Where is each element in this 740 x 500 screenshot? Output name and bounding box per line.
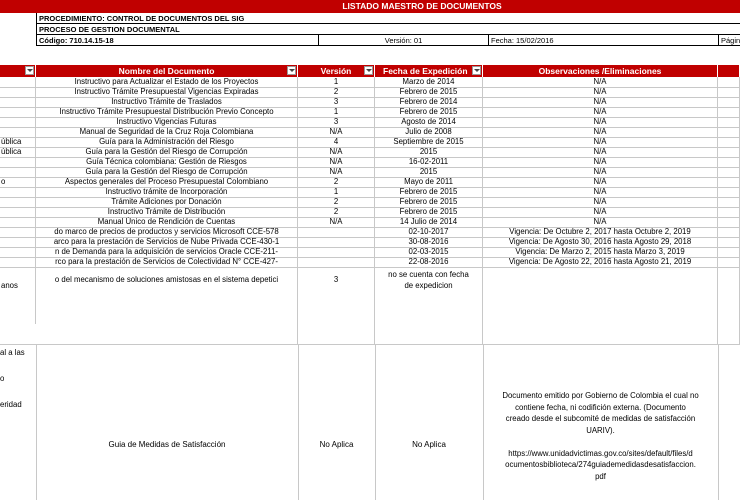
cell-right[interactable] bbox=[718, 257, 740, 267]
cell-nombre[interactable]: rco para la prestación de Servicios de Colectividad N° CCE-427- bbox=[36, 257, 298, 267]
cell-observaciones[interactable]: Vigencia: De Agosto 22, 2016 hasta Agosto 21, 2019 bbox=[483, 257, 718, 267]
cell-observaciones[interactable]: N/A bbox=[483, 147, 718, 157]
cell-version[interactable]: 1 bbox=[298, 107, 375, 117]
cell-nombre-large[interactable]: Guia de Medidas de Satisfacción bbox=[108, 440, 226, 449]
header-right-column[interactable] bbox=[718, 65, 740, 77]
cell-nombre[interactable]: Manual Único de Rendición de Cuentas bbox=[36, 217, 298, 227]
cell-right[interactable] bbox=[718, 247, 740, 257]
cell-nombre[interactable]: Guía para la Administración del Riesgo bbox=[36, 137, 298, 147]
cell-version[interactable]: 1 bbox=[298, 77, 375, 87]
cell-right[interactable] bbox=[718, 207, 740, 217]
cell-observaciones[interactable]: N/A bbox=[483, 107, 718, 117]
cell-version[interactable]: 3 bbox=[298, 97, 375, 107]
cell-observaciones[interactable]: Vigencia: De Octubre 2, 2017 hasta Octubre 2, 2019 bbox=[483, 227, 718, 237]
cell-right[interactable] bbox=[718, 77, 740, 87]
obs-line bbox=[484, 436, 717, 448]
fecha-line: no se cuenta con fecha bbox=[388, 270, 469, 279]
cell-fecha[interactable]: Julio de 2008 bbox=[375, 127, 483, 137]
obs-line: Documento emitido por Gobierno de Colombia el cual no bbox=[502, 391, 699, 400]
cell-nombre[interactable]: Instructivo Vigencias Futuras bbox=[36, 117, 298, 127]
cell-nombre[interactable]: arco para la prestación de Servicios de Nube Privada CCE-430-1 bbox=[36, 237, 298, 247]
cell-right[interactable] bbox=[718, 137, 740, 147]
cell-fecha[interactable]: Marzo de 2014 bbox=[375, 77, 483, 87]
cell-left[interactable] bbox=[0, 127, 36, 137]
table-row[interactable] bbox=[0, 267, 740, 345]
left-line: o bbox=[0, 374, 5, 383]
sheet-title: LISTADO MAESTRO DE DOCUMENTOS bbox=[342, 1, 502, 11]
cell-observaciones[interactable]: N/A bbox=[483, 207, 718, 217]
cell-right[interactable] bbox=[718, 87, 740, 97]
obs-link-line[interactable]: pdf bbox=[595, 471, 606, 481]
version-label: Versión: 01 bbox=[384, 36, 423, 45]
cell-version[interactable] bbox=[298, 257, 375, 267]
cell-version[interactable]: N/A bbox=[298, 157, 375, 167]
cell-nombre[interactable]: Guía para la Gestión del Riesgo de Corrupción bbox=[36, 167, 298, 177]
cell-left[interactable]: ública bbox=[0, 137, 36, 147]
cell-left[interactable] bbox=[0, 97, 36, 107]
header-nombre[interactable] bbox=[36, 65, 298, 77]
cell-observaciones[interactable] bbox=[483, 267, 718, 344]
cell-fecha[interactable]: Febrero de 2015 bbox=[375, 187, 483, 197]
pagina-cell[interactable] bbox=[718, 35, 740, 46]
cell-version[interactable] bbox=[298, 247, 375, 257]
cell-fecha[interactable]: Febrero de 2014 bbox=[375, 97, 483, 107]
cell-left[interactable]: ública bbox=[0, 147, 36, 157]
cell-right[interactable] bbox=[718, 237, 740, 247]
left-line bbox=[0, 385, 36, 398]
proceso-row[interactable] bbox=[36, 24, 740, 35]
cell-version[interactable]: N/A bbox=[298, 127, 375, 137]
cell-version[interactable] bbox=[298, 237, 375, 247]
cell-left[interactable]: anos bbox=[0, 247, 36, 324]
cell-left[interactable] bbox=[0, 167, 36, 177]
header-observaciones[interactable] bbox=[483, 65, 718, 77]
left-line: eridad bbox=[0, 400, 22, 409]
header-fecha[interactable] bbox=[375, 65, 483, 77]
cell-nombre[interactable]: Instructivo para Actualizar el Estado de los Proyectos bbox=[36, 77, 298, 87]
cell-left[interactable] bbox=[0, 227, 36, 237]
cell-version[interactable]: N/A bbox=[298, 217, 375, 227]
cell-left[interactable] bbox=[0, 87, 36, 97]
cell-observaciones[interactable]: N/A bbox=[483, 97, 718, 107]
cell-observaciones[interactable]: N/A bbox=[483, 117, 718, 127]
cell-right[interactable] bbox=[718, 107, 740, 117]
cell-nombre[interactable]: Manual de Seguridad de la Cruz Roja Colombiana bbox=[36, 127, 298, 137]
cell-right[interactable] bbox=[718, 117, 740, 127]
header-nombre-label: Nombre del Documento bbox=[118, 66, 215, 76]
cell-version[interactable]: 2 bbox=[298, 197, 375, 207]
cell-fecha[interactable]: Febrero de 2015 bbox=[375, 107, 483, 117]
cell-fecha[interactable]: 02-03-2015 bbox=[375, 247, 483, 257]
filter-dropdown-icon[interactable] bbox=[364, 66, 373, 75]
obs-line: UARIV). bbox=[586, 425, 615, 435]
cell-fecha[interactable]: 2015 bbox=[375, 147, 483, 157]
pagina-label: Págin bbox=[721, 36, 740, 45]
cell-observaciones[interactable]: N/A bbox=[483, 137, 718, 147]
cell-nombre[interactable]: Instructivo trámite de Incorporación bbox=[36, 187, 298, 197]
cell-fecha[interactable]: 02-10-2017 bbox=[375, 227, 483, 237]
cell-left-multiline[interactable] bbox=[0, 344, 36, 500]
cell-nombre[interactable]: Instructivo Trámite de Traslados bbox=[36, 97, 298, 107]
cell-fecha[interactable]: 30-08-2016 bbox=[375, 237, 483, 247]
cell-observaciones[interactable]: Vigencia: De Marzo 2, 2015 hasta Marzo 3, 2019 bbox=[483, 247, 718, 257]
cell-left[interactable] bbox=[0, 107, 36, 117]
cell-left[interactable]: o bbox=[0, 177, 36, 187]
cell-fecha[interactable] bbox=[375, 267, 483, 344]
cell-fecha[interactable]: Mayo de 2011 bbox=[375, 177, 483, 187]
cell-fecha[interactable]: 22-08-2016 bbox=[375, 257, 483, 267]
cell-right[interactable] bbox=[718, 217, 740, 227]
cell-right[interactable] bbox=[718, 167, 740, 177]
filter-dropdown-icon[interactable] bbox=[472, 66, 481, 75]
obs-link-line[interactable]: https://www.unidadvictimas.gov.co/sites/default/files/d bbox=[508, 448, 693, 458]
cell-right[interactable] bbox=[718, 187, 740, 197]
cell-nombre[interactable]: Trámite Adiciones por Donación bbox=[36, 197, 298, 207]
cell-version-large[interactable]: No Aplica bbox=[319, 440, 354, 449]
header-fecha-label: Fecha de Expedición bbox=[383, 66, 468, 76]
cell-version[interactable]: 4 bbox=[298, 137, 375, 147]
cell-observaciones[interactable]: N/A bbox=[483, 87, 718, 97]
cell-nombre[interactable]: o del mecanismo de soluciones amistosas en el sistema depetici bbox=[36, 267, 298, 344]
cell-version[interactable]: 2 bbox=[298, 87, 375, 97]
cell-observaciones-large[interactable] bbox=[484, 390, 717, 482]
cell-observaciones[interactable]: N/A bbox=[483, 177, 718, 187]
cell-left[interactable] bbox=[0, 187, 36, 197]
cell-right[interactable] bbox=[718, 197, 740, 207]
cell-version[interactable]: N/A bbox=[298, 167, 375, 177]
cell-nombre[interactable]: Instructivo Trámite Presupuestal Vigencias Expiradas bbox=[36, 87, 298, 97]
header-version[interactable] bbox=[298, 65, 375, 77]
procedimiento-label: PROCEDIMIENTO: CONTROL DE DOCUMENTOS DEL SIG bbox=[39, 14, 245, 23]
obs-line: contiene fecha, ni codifición externa. (Documento bbox=[515, 402, 686, 412]
cell-fecha[interactable]: Febrero de 2015 bbox=[375, 87, 483, 97]
header-obs-label: Observaciones /Eliminaciones bbox=[538, 66, 662, 76]
cell-observaciones[interactable]: N/A bbox=[483, 187, 718, 197]
codigo-cell[interactable] bbox=[36, 35, 318, 46]
cell-nombre[interactable]: Instructivo Trámite Presupuestal Distribución Previo Concepto bbox=[36, 107, 298, 117]
cell-observaciones[interactable]: N/A bbox=[483, 197, 718, 207]
cell-right[interactable] bbox=[718, 127, 740, 137]
cell-nombre[interactable]: Guía para la Gestión del Riesgo de Corrupción bbox=[36, 147, 298, 157]
fecha-line: de expedicion bbox=[404, 281, 453, 290]
cell-fecha[interactable]: 16-02-2011 bbox=[375, 157, 483, 167]
cell-fecha[interactable]: Agosto de 2014 bbox=[375, 117, 483, 127]
cell-left[interactable] bbox=[0, 77, 36, 87]
cell-right[interactable] bbox=[718, 177, 740, 187]
cell-right[interactable] bbox=[718, 227, 740, 237]
header-version-label: Versión bbox=[320, 66, 352, 76]
proceso-label: PROCESO DE GESTION DOCUMENTAL bbox=[39, 25, 180, 34]
header-left-column[interactable] bbox=[0, 65, 36, 77]
cell-fecha-large[interactable]: No Aplica bbox=[412, 440, 446, 449]
cell-right[interactable] bbox=[718, 157, 740, 167]
filter-dropdown-icon[interactable] bbox=[287, 66, 296, 75]
cell-observaciones[interactable]: N/A bbox=[483, 127, 718, 137]
sheet-title-banner bbox=[0, 0, 740, 13]
codigo-label: Código: 710.14.15-18 bbox=[39, 36, 114, 45]
cell-version[interactable]: 2 bbox=[298, 177, 375, 187]
cell-left[interactable] bbox=[0, 157, 36, 167]
cell-fecha[interactable]: Febrero de 2015 bbox=[375, 207, 483, 217]
cell-version[interactable] bbox=[298, 227, 375, 237]
procedimiento-row[interactable] bbox=[36, 13, 740, 24]
left-line bbox=[0, 359, 36, 372]
cell-right[interactable] bbox=[718, 267, 740, 344]
cell-version[interactable]: 1 bbox=[298, 187, 375, 197]
cell-observaciones[interactable]: N/A bbox=[483, 77, 718, 87]
cell-fecha[interactable]: Septiembre de 2015 bbox=[375, 137, 483, 147]
cell-observaciones[interactable]: N/A bbox=[483, 167, 718, 177]
cell-left[interactable] bbox=[0, 237, 36, 247]
cell-left[interactable] bbox=[0, 217, 36, 227]
cell-version[interactable]: N/A bbox=[298, 147, 375, 157]
cell-observaciones[interactable]: N/A bbox=[483, 217, 718, 227]
fecha-cell[interactable] bbox=[488, 35, 718, 46]
cell-left[interactable] bbox=[0, 207, 36, 217]
cell-nombre[interactable]: do marco de precios de productos y servicios Microsoft CCE-578 bbox=[36, 227, 298, 237]
cell-fecha[interactable]: 2015 bbox=[375, 167, 483, 177]
cell-right[interactable] bbox=[718, 97, 740, 107]
left-line: al a las bbox=[0, 348, 25, 357]
cell-right[interactable] bbox=[718, 147, 740, 157]
cell-observaciones[interactable]: Vigencia: De Agosto 30, 2016 hasta Agosto 29, 2018 bbox=[483, 237, 718, 247]
cell-observaciones[interactable]: N/A bbox=[483, 157, 718, 167]
cell-fecha[interactable]: Febrero de 2015 bbox=[375, 197, 483, 207]
obs-link-line[interactable]: ocumentosbiblioteca/274guiademedidasdesatisfaccion. bbox=[505, 460, 696, 469]
filter-dropdown-icon[interactable] bbox=[25, 66, 34, 75]
cell-nombre[interactable]: Instructivo Trámite de Distribución bbox=[36, 207, 298, 217]
cell-nombre[interactable]: Guía Técnica colombiana: Gestión de Riesgos bbox=[36, 157, 298, 167]
obs-line: creado desde el subcomité de medidas de satisfacción bbox=[505, 414, 696, 423]
cell-left[interactable] bbox=[0, 117, 36, 127]
cell-nombre[interactable]: n de Demanda para la adquisición de servicios Oracle CCE-211- bbox=[36, 247, 298, 257]
cell-fecha[interactable]: 14 Julio de 2014 bbox=[375, 217, 483, 227]
fecha-label: Fecha: 15/02/2016 bbox=[491, 36, 554, 45]
cell-version[interactable]: 2 bbox=[298, 207, 375, 217]
cell-left[interactable] bbox=[0, 197, 36, 207]
cell-version[interactable]: 3 bbox=[298, 267, 375, 344]
version-cell[interactable] bbox=[318, 35, 488, 46]
cell-nombre[interactable]: Aspectos generales del Proceso Presupuestal Colombiano bbox=[36, 177, 298, 187]
cell-version[interactable]: 3 bbox=[298, 117, 375, 127]
